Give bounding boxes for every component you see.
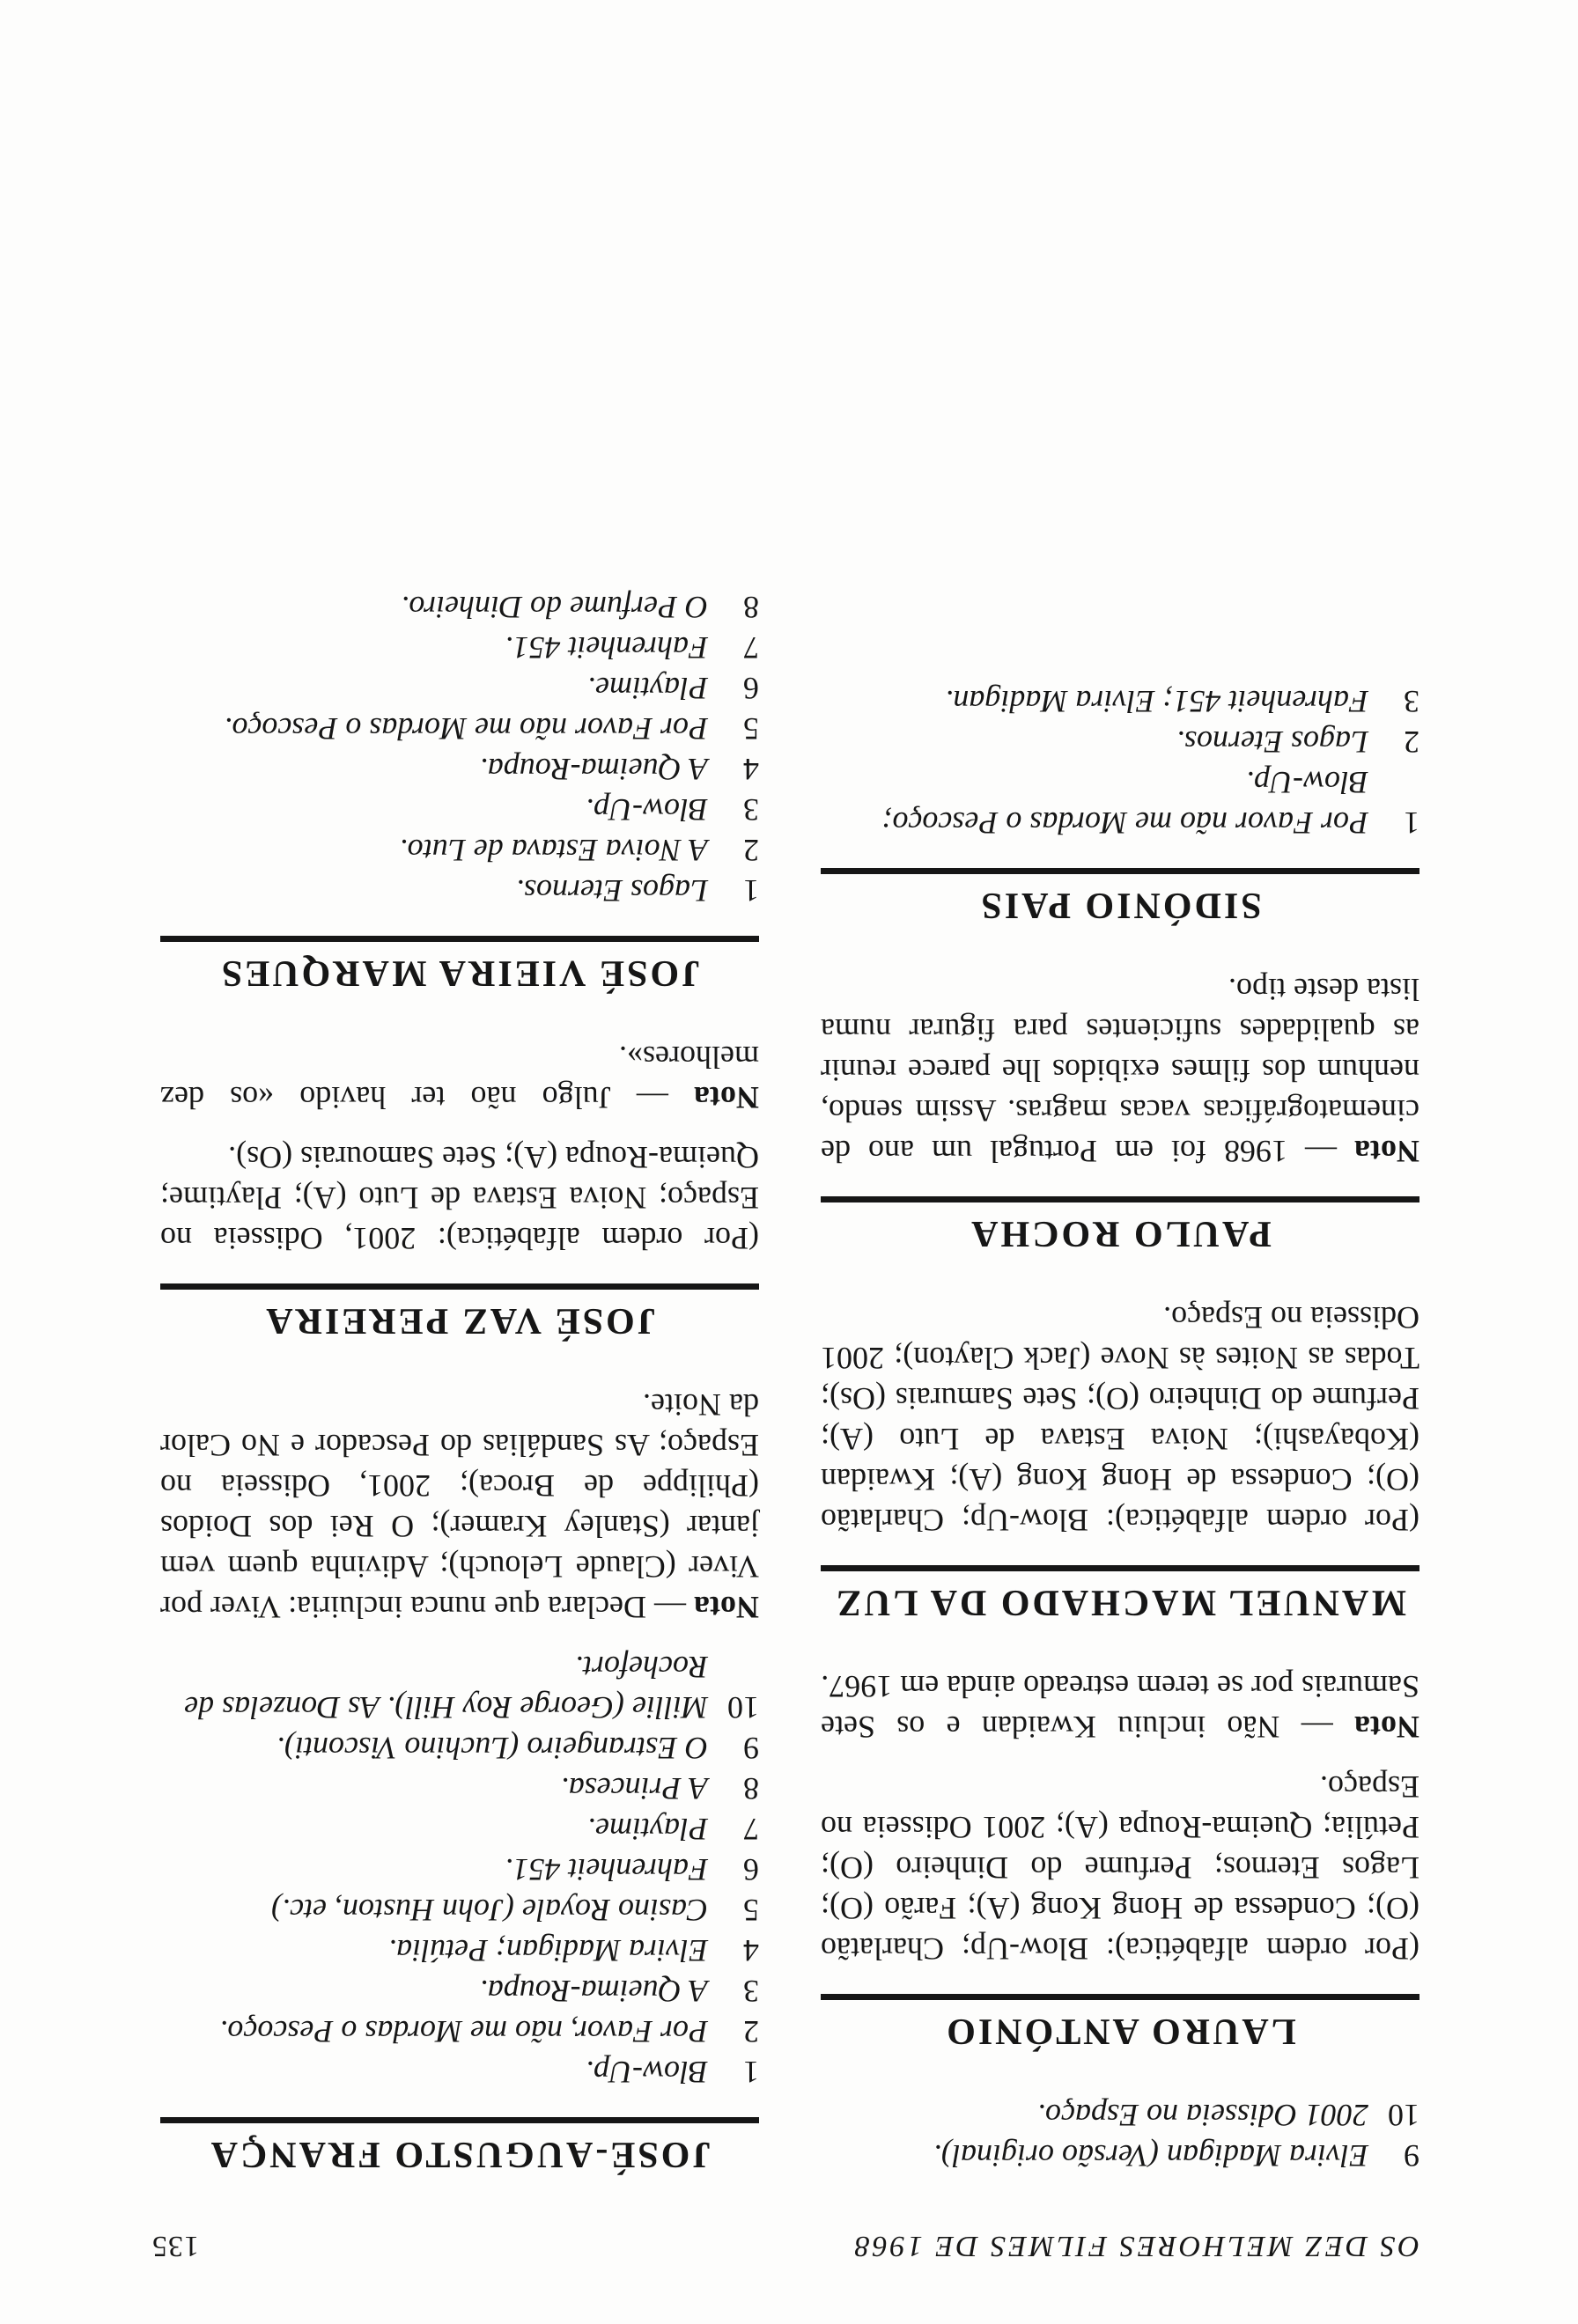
list-item: 8 O Perfume do Dinheiro. [401,590,759,625]
section-jose-vaz-pereira [160,1037,759,1342]
section-title: LAURO ANTÓNIO [821,1994,1419,2053]
list-item: 9 Elvira Madigan (Versão original). [933,2138,1419,2173]
list-item: 9 O Estrangeiro (Luchino Visconti). [277,1731,759,1766]
list-item: 1 Lagos Eternos. [515,873,759,908]
note-label: Nota [694,1590,759,1625]
list-item: 3 Fahrenheit 451; Elvira Madigan. [945,684,1419,719]
list-item: 10 Millie (George Roy Hill). As Donzelas de Rochefort. [184,1650,759,1725]
film-list-paragraph: (Por ordem alfabética): Blow-Up; Charlatão (O); Condessa de Hong Kong (A); Kwaidan (Kobayashi); Noiva Estava de Luto (A); Perfume do Dinheiro (O); Sete Samurais (Os); Todas as Noites às Nove (Jack Clayton); 2001 Odisseia no Espaço. [821,1300,1419,1538]
list-item: 6 Playtime. [587,671,759,706]
list-item: 7 Fahrenheit 451. [505,630,759,666]
section-paulo-rocha [821,969,1419,1255]
section-jose-augusto-franca [160,1385,759,2176]
list-item: 5 Por Favor não me Mordas o Pescoço. [224,711,759,746]
section-title: SIDÓNIO PAIS [821,868,1419,927]
film-list-paragraph: (Por ordem alfabética): Blow-Up; Charlatão (O); Condessa de Hong Kong (A); Farão (O); Lagos Eternos; Perfume do Dinheiro (O); Petúlia; Queima-Roupa (A); 2001 Odisseia no Espaço. [821,1769,1419,1967]
list-item: 4 Elvira Madigan; Petúlia. [388,1933,759,1968]
section-title: PAULO ROCHA [821,1196,1419,1255]
list-item: 8 A Princesa. [560,1771,759,1806]
list-item: 1 Por Favor não me Mordas o Pescoço; Blow-Up. [881,765,1419,841]
film-list-paragraph: (Por ordem alfabética): 2001, Odisseia no Espaço; Noiva Estava de Luto (A); Playtime; Queima-Roupa (A); Sete Samourais (Os). [160,1140,759,1256]
list-item: 6 Fahrenheit 451. [505,1852,759,1887]
note-text: — Julgo não ter havido «os dez melhores». [160,1040,759,1115]
list-item: 3 Blow-Up. [586,792,759,827]
list-item: 10 2001 Odisseia no Espaço. [1037,2098,1419,2133]
list-item: 1 Blow-Up. [586,2055,759,2090]
left-column [821,681,1419,2176]
list-item: 2 Por Favor, não me Mordas o Pescoço. [219,2014,759,2049]
ranked-list [821,681,1419,843]
section-sidonio-pais [821,681,1419,927]
right-column [160,587,759,2176]
section-manuel-machado-da-luz [821,1298,1419,1624]
note [160,1037,759,1118]
list-item: 7 Playtime. [587,1812,759,1847]
section-jose-vieira-marques [160,587,759,995]
note-label: Nota [1354,1134,1419,1169]
note-text: — Declara que nunca incluiria: Viver por Viver (Claude Lelouch); Adivinha quem vem jantar (Stanley Kramer); O Rei dos Doidos (Philippe de Broca); 2001, Odisseia no Espaço; As Sandálias do Pescador e No Calor da Noite. [160,1387,759,1625]
running-head-title: OS DEZ MELHORES FILMES DE 1968 [852,2230,1419,2262]
note-label: Nota [694,1080,759,1115]
running-head [151,2229,1419,2262]
note [160,1385,759,1628]
note-text: — 1968 foi em Portugal um ano de cinematográficas vacas magras. Assim sendo, nenhum dos filmes exibidos lhe parece reunir as qualidades suficientes para figurar numa lista deste tipo. [821,972,1419,1169]
ranked-list [160,1647,759,2092]
page-number: 135 [151,2230,199,2262]
section-title: MANUEL MACHADO DA LUZ [821,1565,1419,1624]
ranked-list [160,587,759,911]
list-item: 5 Casino Royale (John Huston, etc.) [271,1893,759,1928]
section-title: JOSÉ VIEIRA MARQUES [160,936,759,995]
list-item: 4 A Queima-Roupa. [479,752,759,787]
list-item: 2 Lagos Eternos. [1176,724,1419,760]
list-item: 2 A Noiva Estava de Luto. [399,833,759,868]
section-title: JOSÉ-AUGUSTO FRANÇA [160,2117,759,2176]
franca-list-continuation [821,2095,1419,2176]
note [821,1666,1419,1747]
note-label: Nota [1354,1710,1419,1745]
section-title: JOSÉ VAZ PEREIRA [160,1283,759,1342]
section-lauro-antonio [821,1666,1419,2053]
note-text: — Não incluiu Kwaidan e os Sete Samurais por se terem estreado ainda em 1967. [821,1669,1419,1745]
list-item: 3 A Queima-Roupa. [479,1974,759,2009]
note [821,969,1419,1172]
